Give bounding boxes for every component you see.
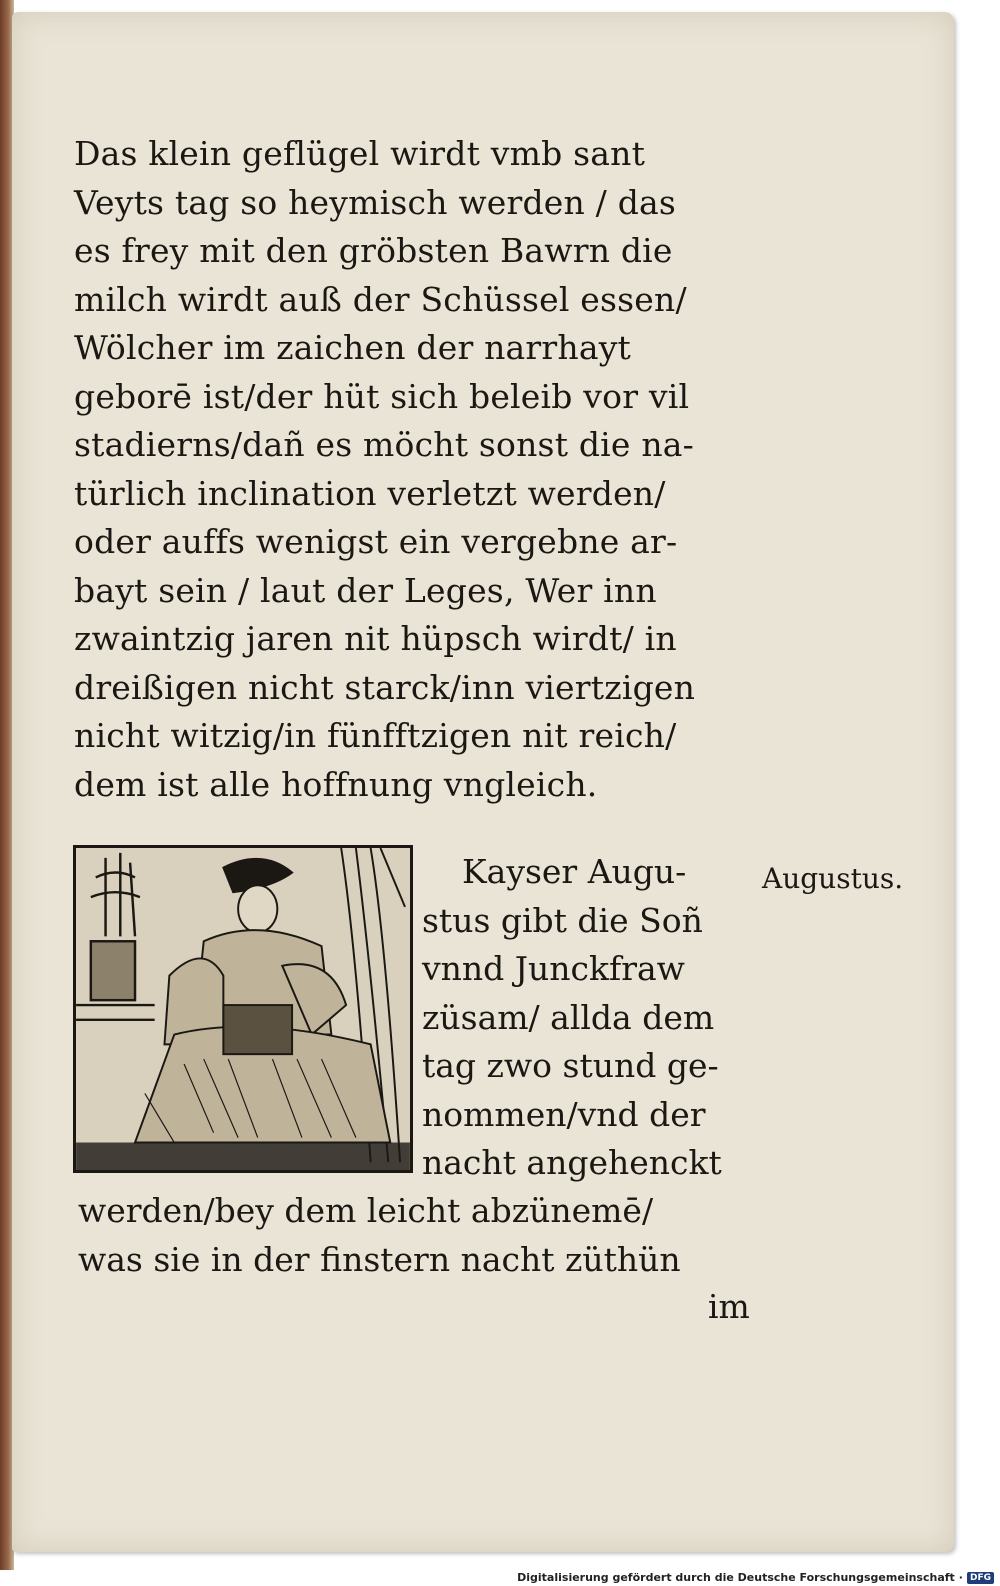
text-line: werden/bey dem leicht abzünemē/	[78, 1191, 654, 1230]
text-line: Wölcher im zaichen der narrhayt	[74, 328, 632, 367]
book-page	[12, 12, 954, 1552]
catchword: im	[708, 1287, 750, 1326]
text-line: milch wirdt auß der Schüssel essen/	[74, 279, 687, 319]
woodcut-illustration	[73, 845, 413, 1173]
text-line: Kayser Augu-	[462, 852, 687, 891]
main-text-block	[74, 130, 774, 809]
text-line: Das klein geflügel wirdt vmb sant	[74, 134, 646, 173]
text-line: es frey mit den gröbsten Bawrn die	[74, 231, 673, 270]
text-line: was sie in der finstern nacht züthün	[78, 1239, 681, 1279]
text-line: dreißigen nicht starck/inn viertzigen	[74, 667, 696, 707]
credit-text: Digitalisierung gefördert durch die Deutsche Forschungsgemeinschaft	[517, 1571, 955, 1584]
text-line: Veyts tag so heymisch werden / das	[74, 182, 677, 222]
text-line: nommen/vnd der	[422, 1094, 706, 1134]
text-line: tag zwo stund ge-	[422, 1046, 719, 1085]
tail-text-block	[78, 1187, 768, 1284]
text-line: stadierns/dañ es möcht sonst die na-	[74, 425, 695, 464]
text-line: türlich inclination verletzt werden/	[74, 473, 666, 513]
text-line: zwaintzig jaren nit hüpsch wirdt/ in	[74, 619, 677, 658]
dfg-logo: DFG	[967, 1572, 994, 1584]
text-line: züsam/ allda dem	[422, 997, 715, 1037]
text-line: stus gibt die Soñ	[422, 900, 703, 940]
column-text-block	[422, 848, 772, 1188]
text-line: geborē ist/der hüt sich beleib vor vil	[74, 376, 690, 416]
marginal-note: Augustus.	[762, 862, 904, 895]
text-line: bayt sein / laut der Leges, Wer inn	[74, 570, 657, 610]
text-line: vnnd Junckfraw	[422, 949, 685, 988]
text-line: oder auffs wenigst ein vergebne ar-	[74, 522, 678, 561]
text-line: nacht angehenckt	[422, 1143, 722, 1182]
text-line: nicht witzig/in fünfftzigen nit reich/	[74, 716, 677, 755]
text-line: dem ist alle hoffnung vngleich.	[74, 764, 598, 804]
digitization-credit: Digitalisierung gefördert durch die Deutsche Forschungsgemeinschaft · DFG	[517, 1571, 994, 1584]
